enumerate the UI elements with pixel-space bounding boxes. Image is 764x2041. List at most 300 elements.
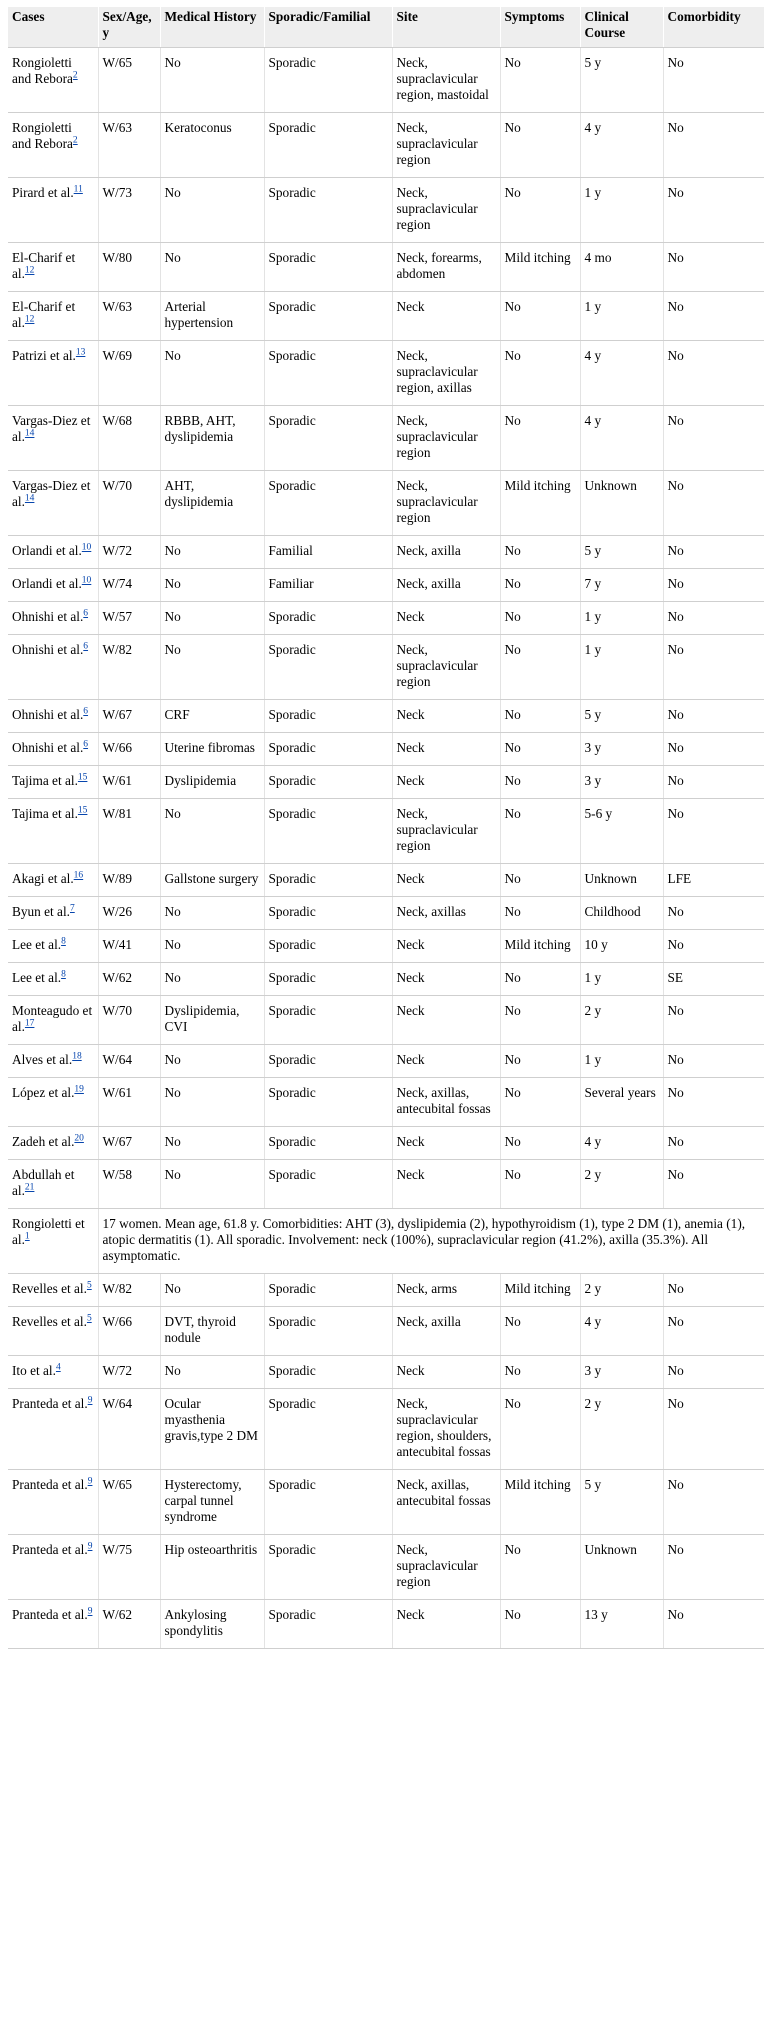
table-row <box>8 1160 764 1209</box>
comorbidity-cell: No <box>663 1045 764 1078</box>
symptoms-cell: No <box>500 406 580 471</box>
reference-link[interactable]: 10 <box>81 575 92 586</box>
case-cell <box>8 471 98 536</box>
case-cell <box>8 48 98 113</box>
case-name: Pranteda et al. <box>12 1477 88 1492</box>
reference-link[interactable]: 14 <box>24 428 35 439</box>
medical-history-cell: Keratoconus <box>160 113 264 178</box>
reference-link[interactable]: 12 <box>24 314 35 325</box>
reference-link[interactable]: 10 <box>81 542 92 553</box>
table-row <box>8 1470 764 1535</box>
site-cell: Neck <box>392 292 500 341</box>
case-cell <box>8 178 98 243</box>
clinical-course-cell: 1 y <box>580 635 663 700</box>
reference-link[interactable]: 21 <box>24 1182 35 1193</box>
clinical-course-cell: 4 y <box>580 1307 663 1356</box>
sex-age-cell: W/62 <box>98 963 160 996</box>
comorbidity-cell: No <box>663 1127 764 1160</box>
case-name: Ohnishi et al. <box>12 707 84 722</box>
site-cell: Neck, axillas <box>392 897 500 930</box>
clinical-course-cell: 4 y <box>580 113 663 178</box>
site-cell: Neck, axillas, antecubital fossas <box>392 1470 500 1535</box>
table-row <box>8 536 764 569</box>
site-cell: Neck <box>392 963 500 996</box>
medical-history-cell: Hysterectomy, carpal tunnel syndrome <box>160 1470 264 1535</box>
sporadic-familial-cell: Sporadic <box>264 799 392 864</box>
site-cell: Neck, supraclavicular region, axillas <box>392 341 500 406</box>
case-name: Lee et al. <box>12 970 62 985</box>
site-cell: Neck <box>392 1127 500 1160</box>
comorbidity-cell: No <box>663 799 764 864</box>
comorbidity-cell: No <box>663 569 764 602</box>
table-row <box>8 733 764 766</box>
medical-history-cell: Uterine fibromas <box>160 733 264 766</box>
sex-age-cell: W/70 <box>98 996 160 1045</box>
site-cell: Neck <box>392 1160 500 1209</box>
clinical-course-cell: 5 y <box>580 48 663 113</box>
reference-link[interactable]: 15 <box>77 772 88 783</box>
reference-link[interactable]: 17 <box>24 1018 35 1029</box>
clinical-course-cell: 3 y <box>580 733 663 766</box>
medical-history-cell: Dyslipidemia, CVI <box>160 996 264 1045</box>
reference-link[interactable]: 13 <box>75 347 86 358</box>
symptoms-cell: No <box>500 1307 580 1356</box>
sex-age-cell: W/80 <box>98 243 160 292</box>
table-row <box>8 996 764 1045</box>
reference-link[interactable]: 5 <box>86 1280 92 1291</box>
site-cell: Neck, axilla <box>392 536 500 569</box>
sporadic-familial-cell: Sporadic <box>264 602 392 635</box>
sex-age-cell: W/63 <box>98 113 160 178</box>
site-cell: Neck, supraclavicular region <box>392 406 500 471</box>
site-cell: Neck, supraclavicular region, shoulders, antecubital fossas <box>392 1389 500 1470</box>
medical-history-cell: No <box>160 799 264 864</box>
site-cell: Neck, forearms, abdomen <box>392 243 500 292</box>
case-name: Zadeh et al. <box>12 1134 75 1149</box>
case-name: Ohnishi et al. <box>12 740 84 755</box>
symptoms-cell: No <box>500 178 580 243</box>
case-cell <box>8 864 98 897</box>
site-cell: Neck, axillas, antecubital fossas <box>392 1078 500 1127</box>
reference-link[interactable]: 9 <box>87 1476 93 1487</box>
comorbidity-cell: LFE <box>663 864 764 897</box>
sporadic-familial-cell: Sporadic <box>264 1307 392 1356</box>
comorbidity-cell: No <box>663 471 764 536</box>
case-name: López et al. <box>12 1085 75 1100</box>
symptoms-cell: Mild itching <box>500 1470 580 1535</box>
site-cell: Neck <box>392 864 500 897</box>
reference-link[interactable]: 8 <box>61 936 66 947</box>
site-cell: Neck, supraclavicular region <box>392 113 500 178</box>
clinical-course-cell: Unknown <box>580 864 663 897</box>
reference-link[interactable]: 19 <box>74 1084 84 1095</box>
case-cell <box>8 1535 98 1600</box>
clinical-course-cell: 5-6 y <box>580 799 663 864</box>
sex-age-cell: W/82 <box>98 635 160 700</box>
case-cell <box>8 569 98 602</box>
medical-history-cell: No <box>160 635 264 700</box>
sex-age-cell: W/74 <box>98 569 160 602</box>
table-row <box>8 1535 764 1600</box>
site-cell: Neck <box>392 700 500 733</box>
site-cell: Neck <box>392 766 500 799</box>
symptoms-cell: Mild itching <box>500 1274 580 1307</box>
clinical-course-cell: 7 y <box>580 569 663 602</box>
header-symptoms: Symptoms <box>500 7 580 48</box>
symptoms-cell: No <box>500 292 580 341</box>
header-site: Site <box>392 7 500 48</box>
case-name: Akagi et al. <box>12 871 74 886</box>
case-name: Orlandi et al. <box>12 543 82 558</box>
comorbidity-cell: No <box>663 1274 764 1307</box>
reference-link[interactable]: 11 <box>73 184 83 195</box>
site-cell: Neck <box>392 1045 500 1078</box>
sporadic-familial-cell: Sporadic <box>264 1389 392 1470</box>
clinical-course-cell: 5 y <box>580 536 663 569</box>
comorbidity-cell: No <box>663 1356 764 1389</box>
table-row <box>8 243 764 292</box>
site-cell: Neck <box>392 1600 500 1649</box>
sporadic-familial-cell: Sporadic <box>264 406 392 471</box>
case-cell <box>8 700 98 733</box>
reference-link[interactable]: 16 <box>73 870 84 881</box>
case-name: Revelles et al. <box>12 1314 87 1329</box>
case-cell <box>8 1127 98 1160</box>
table-row <box>8 1045 764 1078</box>
sex-age-cell: W/82 <box>98 1274 160 1307</box>
site-cell: Neck, supraclavicular region, mastoidal <box>392 48 500 113</box>
table-row <box>8 178 764 243</box>
case-cell <box>8 243 98 292</box>
sporadic-familial-cell: Sporadic <box>264 1160 392 1209</box>
case-cell <box>8 930 98 963</box>
symptoms-cell: No <box>500 1600 580 1649</box>
clinical-course-cell: 1 y <box>580 963 663 996</box>
case-name: Pranteda et al. <box>12 1396 88 1411</box>
symptoms-cell: No <box>500 996 580 1045</box>
comorbidity-cell: No <box>663 635 764 700</box>
table-row <box>8 48 764 113</box>
clinical-course-cell: 10 y <box>580 930 663 963</box>
comorbidity-cell: No <box>663 602 764 635</box>
symptoms-cell: No <box>500 864 580 897</box>
medical-history-cell: Gallstone surgery <box>160 864 264 897</box>
clinical-course-cell: Unknown <box>580 471 663 536</box>
site-cell: Neck <box>392 996 500 1045</box>
sex-age-cell: W/57 <box>98 602 160 635</box>
case-name: Patrizi et al. <box>12 348 76 363</box>
case-cell <box>8 1274 98 1307</box>
table-row <box>8 113 764 178</box>
symptoms-cell: No <box>500 1356 580 1389</box>
reference-link[interactable]: 8 <box>61 969 66 980</box>
symptoms-cell: No <box>500 1160 580 1209</box>
case-cell <box>8 602 98 635</box>
clinical-course-cell: 2 y <box>580 996 663 1045</box>
medical-history-cell: No <box>160 569 264 602</box>
symptoms-cell: No <box>500 897 580 930</box>
site-cell: Neck <box>392 733 500 766</box>
table-row <box>8 897 764 930</box>
case-cell <box>8 635 98 700</box>
table-row <box>8 799 764 864</box>
comorbidity-cell: No <box>663 897 764 930</box>
case-cell <box>8 1356 98 1389</box>
table-row <box>8 1389 764 1470</box>
comorbidity-cell: No <box>663 1160 764 1209</box>
medical-history-cell: No <box>160 1274 264 1307</box>
reference-link[interactable]: 2 <box>72 70 78 81</box>
symptoms-cell: No <box>500 700 580 733</box>
case-cell <box>8 1045 98 1078</box>
symptoms-cell: Mild itching <box>500 471 580 536</box>
site-cell: Neck, supraclavicular region <box>392 1535 500 1600</box>
table-row <box>8 569 764 602</box>
reference-link[interactable]: 1 <box>24 1231 30 1242</box>
sporadic-familial-cell: Sporadic <box>264 1600 392 1649</box>
symptoms-cell: No <box>500 536 580 569</box>
medical-history-cell: No <box>160 1356 264 1389</box>
sex-age-cell: W/26 <box>98 897 160 930</box>
medical-history-cell: No <box>160 602 264 635</box>
sporadic-familial-cell: Sporadic <box>264 1127 392 1160</box>
comorbidity-cell: No <box>663 1307 764 1356</box>
summary-cell: 17 women. Mean age, 61.8 y. Comorbidities: AHT (3), dyslipidemia (2), hypothyroidism (1), type 2 DM (1), anemia (1), atopic dermatitis (1). All sporadic. Involvement: neck (100%), supraclavicular region (41.2%), axilla (35.3%). All asymptomatic. <box>98 1209 764 1274</box>
case-cell <box>8 963 98 996</box>
case-name: El-Charif et al. <box>12 250 76 281</box>
comorbidity-cell: No <box>663 930 764 963</box>
table-row <box>8 700 764 733</box>
comorbidity-cell: SE <box>663 963 764 996</box>
clinical-course-cell: 5 y <box>580 1470 663 1535</box>
case-cell <box>8 996 98 1045</box>
sex-age-cell: W/68 <box>98 406 160 471</box>
reference-link[interactable]: 7 <box>69 903 75 914</box>
clinical-course-cell: 3 y <box>580 1356 663 1389</box>
sex-age-cell: W/72 <box>98 1356 160 1389</box>
sporadic-familial-cell: Sporadic <box>264 766 392 799</box>
comorbidity-cell: No <box>663 178 764 243</box>
sporadic-familial-cell: Sporadic <box>264 178 392 243</box>
medical-history-cell: DVT, thyroid nodule <box>160 1307 264 1356</box>
symptoms-cell: No <box>500 113 580 178</box>
comorbidity-cell: No <box>663 406 764 471</box>
clinical-course-cell: 1 y <box>580 1045 663 1078</box>
site-cell: Neck <box>392 602 500 635</box>
case-name: Tajima et al. <box>12 806 78 821</box>
case-name: Lee et al. <box>12 937 62 952</box>
clinical-course-cell: Several years <box>580 1078 663 1127</box>
comorbidity-cell: No <box>663 1470 764 1535</box>
case-name: Pranteda et al. <box>12 1542 88 1557</box>
table-row <box>8 1307 764 1356</box>
case-name: Rongioletti and Rebora <box>12 55 73 86</box>
site-cell: Neck <box>392 930 500 963</box>
reference-link[interactable]: 20 <box>74 1133 84 1144</box>
sex-age-cell: W/62 <box>98 1600 160 1649</box>
sex-age-cell: W/67 <box>98 1127 160 1160</box>
clinical-course-cell: 13 y <box>580 1600 663 1649</box>
sex-age-cell: W/64 <box>98 1045 160 1078</box>
sex-age-cell: W/65 <box>98 1470 160 1535</box>
sex-age-cell: W/72 <box>98 536 160 569</box>
site-cell: Neck, axilla <box>392 569 500 602</box>
comorbidity-cell: No <box>663 243 764 292</box>
comorbidity-cell: No <box>663 292 764 341</box>
comorbidity-cell: No <box>663 996 764 1045</box>
reference-link[interactable]: 6 <box>83 641 89 652</box>
comorbidity-cell: No <box>663 48 764 113</box>
sporadic-familial-cell: Sporadic <box>264 733 392 766</box>
medical-history-cell: CRF <box>160 700 264 733</box>
medical-history-cell: AHT, dyslipidemia <box>160 471 264 536</box>
site-cell: Neck, supraclavicular region <box>392 635 500 700</box>
sporadic-familial-cell: Sporadic <box>264 341 392 406</box>
clinical-course-cell: 1 y <box>580 178 663 243</box>
reference-link[interactable]: 2 <box>72 135 78 146</box>
sex-age-cell: W/64 <box>98 1389 160 1470</box>
sex-age-cell: W/70 <box>98 471 160 536</box>
sporadic-familial-cell: Sporadic <box>264 930 392 963</box>
medical-history-cell: Arterial hypertension <box>160 292 264 341</box>
medical-history-cell: Dyslipidemia <box>160 766 264 799</box>
case-name: Revelles et al. <box>12 1281 87 1296</box>
table-row <box>8 930 764 963</box>
symptoms-cell: No <box>500 799 580 864</box>
sex-age-cell: W/61 <box>98 1078 160 1127</box>
sex-age-cell: W/75 <box>98 1535 160 1600</box>
table-row <box>8 341 764 406</box>
symptoms-cell: No <box>500 1127 580 1160</box>
symptoms-cell: Mild itching <box>500 930 580 963</box>
symptoms-cell: No <box>500 963 580 996</box>
symptoms-cell: No <box>500 1535 580 1600</box>
header-medical-history: Medical History <box>160 7 264 48</box>
medical-history-cell: No <box>160 897 264 930</box>
symptoms-cell: No <box>500 733 580 766</box>
sex-age-cell: W/66 <box>98 733 160 766</box>
table-body <box>8 48 764 1649</box>
case-name: Abdullah et al. <box>12 1167 75 1198</box>
sporadic-familial-cell: Sporadic <box>264 243 392 292</box>
case-cell <box>8 1389 98 1470</box>
medical-history-cell: No <box>160 1127 264 1160</box>
header-cases: Cases <box>8 7 98 48</box>
reference-link[interactable]: 6 <box>83 608 89 619</box>
reference-link[interactable]: 4 <box>55 1362 61 1373</box>
medical-history-cell: Hip osteoarthritis <box>160 1535 264 1600</box>
table-row <box>8 1356 764 1389</box>
sporadic-familial-cell: Sporadic <box>264 1356 392 1389</box>
symptoms-cell: No <box>500 48 580 113</box>
clinical-course-cell: 3 y <box>580 766 663 799</box>
site-cell: Neck, supraclavicular region <box>392 178 500 243</box>
reference-link[interactable]: 9 <box>87 1606 93 1617</box>
symptoms-cell: Mild itching <box>500 243 580 292</box>
case-cell <box>8 1209 98 1274</box>
sex-age-cell: W/66 <box>98 1307 160 1356</box>
table-row <box>8 635 764 700</box>
case-name: Byun et al. <box>12 904 70 919</box>
sporadic-familial-cell: Sporadic <box>264 1470 392 1535</box>
sporadic-familial-cell: Sporadic <box>264 48 392 113</box>
clinical-course-cell: Childhood <box>580 897 663 930</box>
medical-history-cell: No <box>160 243 264 292</box>
medical-history-cell: No <box>160 341 264 406</box>
medical-history-cell: No <box>160 930 264 963</box>
symptoms-cell: No <box>500 1045 580 1078</box>
case-name: Vargas-Diez et al. <box>12 478 91 509</box>
sex-age-cell: W/67 <box>98 700 160 733</box>
sporadic-familial-cell: Sporadic <box>264 1045 392 1078</box>
medical-history-cell: No <box>160 536 264 569</box>
case-name: Ohnishi et al. <box>12 609 84 624</box>
symptoms-cell: No <box>500 341 580 406</box>
sporadic-familial-cell: Sporadic <box>264 1274 392 1307</box>
sporadic-familial-cell: Sporadic <box>264 113 392 178</box>
reference-link[interactable]: 6 <box>83 706 89 717</box>
table-row <box>8 864 764 897</box>
header-comorbidity: Comorbidity <box>663 7 764 48</box>
comorbidity-cell: No <box>663 766 764 799</box>
sporadic-familial-cell: Sporadic <box>264 292 392 341</box>
table-row <box>8 292 764 341</box>
sex-age-cell: W/63 <box>98 292 160 341</box>
reference-link[interactable]: 9 <box>87 1541 93 1552</box>
case-cell <box>8 113 98 178</box>
reference-link[interactable]: 14 <box>24 493 35 504</box>
medical-history-cell: No <box>160 48 264 113</box>
case-name: Alves et al. <box>12 1052 73 1067</box>
medical-history-cell: Ocular myasthenia gravis,type 2 DM <box>160 1389 264 1470</box>
reference-link[interactable]: 6 <box>83 739 89 750</box>
table-row <box>8 1274 764 1307</box>
sex-age-cell: W/41 <box>98 930 160 963</box>
case-name: Pirard et al. <box>12 185 74 200</box>
sporadic-familial-cell: Sporadic <box>264 635 392 700</box>
case-cell <box>8 1078 98 1127</box>
reference-link[interactable]: 12 <box>24 265 35 276</box>
sporadic-familial-cell: Sporadic <box>264 963 392 996</box>
reference-link[interactable]: 15 <box>77 805 88 816</box>
clinical-course-cell: 4 mo <box>580 243 663 292</box>
sex-age-cell: W/58 <box>98 1160 160 1209</box>
reference-link[interactable]: 5 <box>86 1313 92 1324</box>
site-cell: Neck, supraclavicular region <box>392 471 500 536</box>
comorbidity-cell: No <box>663 1078 764 1127</box>
case-cell <box>8 1470 98 1535</box>
sporadic-familial-cell: Sporadic <box>264 471 392 536</box>
clinical-course-cell: 5 y <box>580 700 663 733</box>
comorbidity-cell: No <box>663 1600 764 1649</box>
comorbidity-cell: No <box>663 1389 764 1470</box>
sporadic-familial-cell: Sporadic <box>264 1535 392 1600</box>
case-cell <box>8 292 98 341</box>
symptoms-cell: No <box>500 1078 580 1127</box>
clinical-course-cell: 4 y <box>580 1127 663 1160</box>
case-cell <box>8 766 98 799</box>
comorbidity-cell: No <box>663 341 764 406</box>
table-row <box>8 1209 764 1274</box>
case-cell <box>8 536 98 569</box>
reference-link[interactable]: 9 <box>87 1395 93 1406</box>
table-row <box>8 602 764 635</box>
reference-link[interactable]: 18 <box>72 1051 82 1062</box>
clinical-course-cell: 4 y <box>580 341 663 406</box>
table-row <box>8 406 764 471</box>
sporadic-familial-cell: Sporadic <box>264 1078 392 1127</box>
table-row <box>8 471 764 536</box>
